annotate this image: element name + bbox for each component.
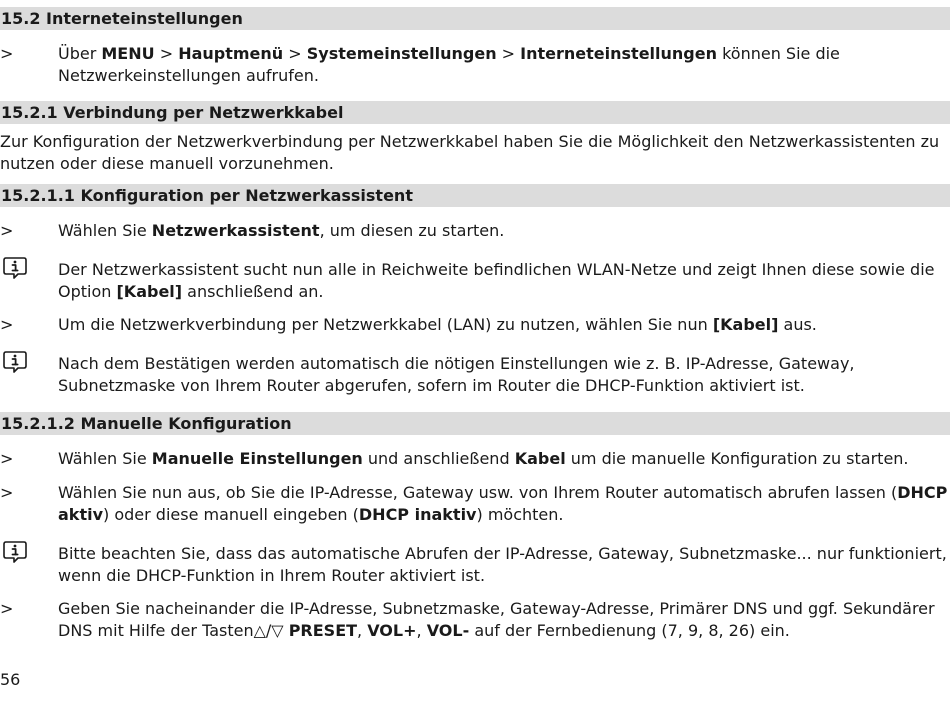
up-down-arrows-icon: △/▽: [253, 621, 284, 640]
note-text: Der Netzwerkassistent sucht nun alle in Reichweite befindlichen WLAN-Netze und zeigt Ihnen diese sowie die Option [Kabel] anschließend an.: [58, 260, 935, 301]
item-text: Über MENU > Hauptmenü > Systemeinstellungen > Interneteinstellungen können Sie die Netzwerkeinstellungen aufrufen.: [58, 44, 840, 85]
section-heading-15-2-1: 15.2.1 Verbindung per Netzwerkkabel: [0, 101, 950, 124]
info-note-icon: [2, 256, 28, 280]
info-note-icon: [2, 350, 28, 374]
page-number: 56: [0, 670, 21, 689]
section-heading-15-2-1-1: 15.2.1.1 Konfiguration per Netzwerkassistent: [0, 184, 950, 207]
section-heading-15-2-1-2: 15.2.1.2 Manuelle Konfiguration: [0, 412, 950, 435]
note-text: Bitte beachten Sie, dass das automatische Abrufen der IP-Adresse, Gateway, Subnetzmaske... nur funktioniert, wenn die DHCP-Funktion in Ihrem Router aktiviert ist.: [58, 544, 947, 585]
intro-paragraph: Zur Konfiguration der Netzwerkverbindung per Netzwerkkabel haben Sie die Möglichkeit den Netzwerkassistenten zu nutzen oder diese manuell vorzunehmen.: [0, 132, 940, 173]
arrow-marker: >: [0, 449, 14, 468]
item-text: Geben Sie nacheinander die IP-Adresse, Subnetzmaske, Gateway-Adresse, Primärer DNS und ggf. Sekundärer DNS mit Hilfe der Tasten△/▽ PRESET, VOL+, VOL- auf der Fernbedienung (7, 9, 8, 26) ein.: [58, 599, 935, 640]
note-text: Nach dem Bestätigen werden automatisch die nötigen Einstellungen wie z. B. IP-Adresse, Gateway, Subnetzmaske von Ihrem Router abgerufen, sofern im Router die DHCP-Funktion aktiviert ist.: [58, 354, 855, 395]
item-text: Wählen Sie Netzwerkassistent, um diesen zu starten.: [58, 221, 505, 240]
item-text: Um die Netzwerkverbindung per Netzwerkkabel (LAN) zu nutzen, wählen Sie nun [Kabel] aus.: [58, 315, 817, 334]
arrow-marker: >: [0, 315, 14, 334]
section-heading-15-2: 15.2 Interneteinstellungen: [0, 7, 950, 30]
info-note-icon: [2, 540, 28, 564]
item-text: Wählen Sie nun aus, ob Sie die IP-Adresse, Gateway usw. von Ihrem Router automatisch abrufen lassen (DHCP aktiv) oder diese manuell eingeben (DHCP inaktiv) möchten.: [58, 483, 948, 524]
arrow-marker: >: [0, 599, 14, 618]
arrow-marker: >: [0, 221, 14, 240]
arrow-marker: >: [0, 483, 14, 502]
arrow-marker: >: [0, 44, 14, 63]
item-text: Wählen Sie Manuelle Einstellungen und anschließend Kabel um die manuelle Konfiguration zu starten.: [58, 449, 909, 468]
